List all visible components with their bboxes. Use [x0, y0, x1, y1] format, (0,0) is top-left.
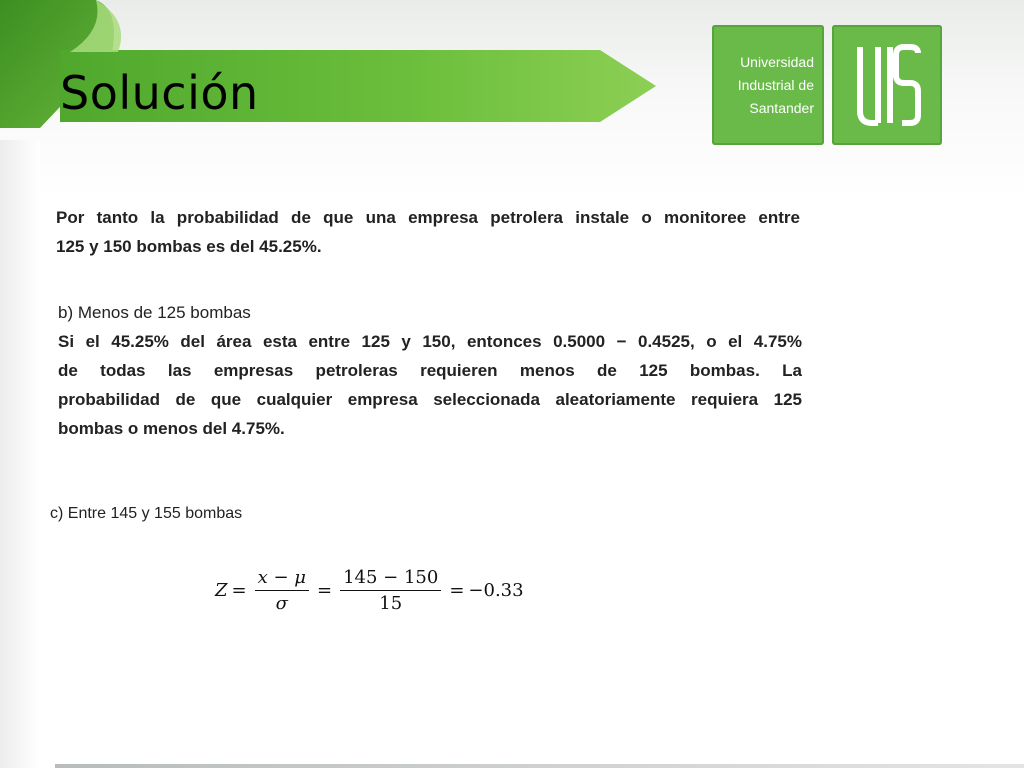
logo-line-3: Santander	[749, 100, 814, 116]
uis-logo-text	[712, 25, 824, 145]
formula-lhs: Z	[215, 579, 228, 601]
uis-logo-mark	[832, 25, 942, 145]
formula-fraction-numeric	[340, 567, 441, 614]
paragraph-probability	[56, 203, 800, 261]
logo-line-1: Universidad	[740, 54, 814, 70]
paragraph-section-b	[58, 298, 802, 443]
z-score-formula	[215, 560, 524, 620]
formula-equals-2: =	[316, 579, 333, 601]
section-c-heading: c) Entre 145 y 155 bombas	[50, 505, 243, 522]
formula-equals-1: =	[231, 579, 247, 601]
logo-line-2: Industrial de	[737, 77, 814, 93]
formula-equals-3: =	[449, 579, 465, 601]
slide-title: Solución	[60, 66, 259, 120]
fraction2-numerator: 145 − 150	[340, 567, 441, 591]
paragraph1-line-2: 125 y 150 bombas es del 45.25%.	[56, 237, 322, 256]
section-b-heading: b) Menos de 125 bombas	[58, 303, 251, 322]
paragraph2-line-1: Si el 45.25% del área esta entre 125 y 150, entonces 0.5000 − 0.4525, o el 4.75%	[58, 332, 802, 351]
fraction1-denominator: σ	[275, 592, 288, 614]
fraction1-numerator: x − μ	[255, 567, 309, 591]
uis-monogram-icon	[832, 25, 942, 145]
paragraph2-line-3: probabilidad de que cualquier empresa seleccionada aleatoriamente requiera 125	[58, 390, 802, 409]
footer-bar	[55, 764, 1024, 768]
formula-fraction-symbolic	[255, 567, 309, 614]
left-edge-shade	[0, 140, 40, 768]
paragraph1-line-1: Por tanto la probabilidad de que una empresa petrolera instale o monitoree entre	[56, 208, 800, 227]
paragraph2-line-2: de todas las empresas petroleras requieren menos de 125 bombas. La	[58, 361, 802, 380]
paragraph2-line-4: bombas o menos del 4.75%.	[58, 419, 285, 438]
formula-result: −0.33	[468, 579, 524, 601]
fraction2-denominator: 15	[379, 592, 403, 614]
